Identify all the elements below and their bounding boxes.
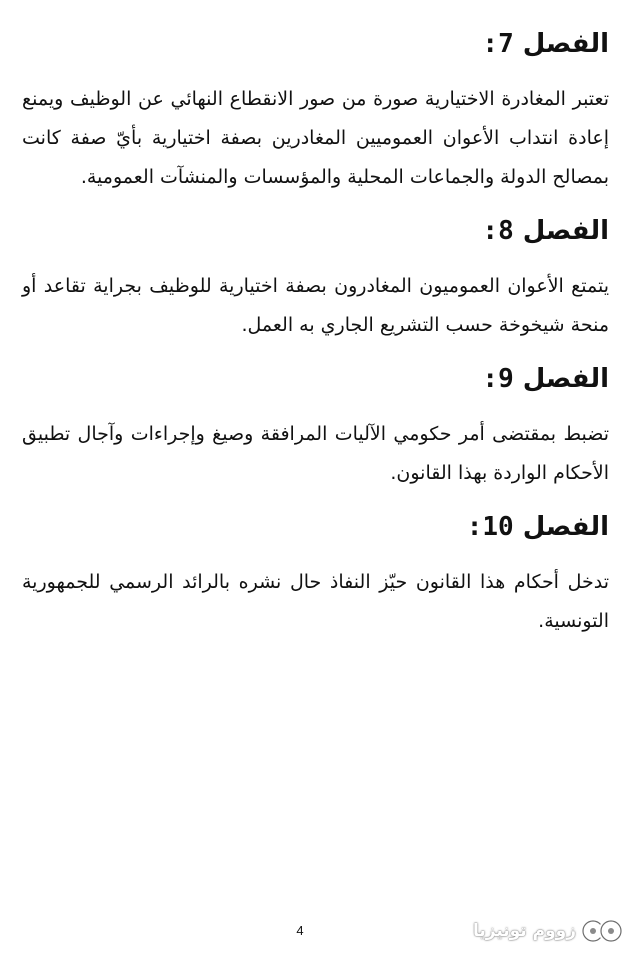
chapter-8 xyxy=(22,209,609,345)
watermark xyxy=(452,914,624,948)
chapter-number: 8: xyxy=(482,216,514,246)
chapter-heading-word: الفصل xyxy=(522,216,609,246)
chapter-body: يتمتع الأعوان العموميون المغادرون بصفة اختيارية للوظيف بجراية تقاعد أو منحة شيخوخة حسب التشريع الجاري به العمل. xyxy=(22,275,609,336)
chapter-number: 7: xyxy=(482,29,514,59)
chapter-body: تضبط بمقتضى أمر حكومي الآليات المرافقة وصيغ وإجراءات وآجال تطبيق الأحكام الواردة بهذا القانون. xyxy=(22,423,609,484)
chapter-heading-word: الفصل xyxy=(522,364,609,394)
chapter-7 xyxy=(22,22,609,197)
chapter-heading-word: الفصل xyxy=(522,512,609,542)
document-page xyxy=(22,22,609,653)
chapter-9 xyxy=(22,357,609,493)
chapter-number: 10: xyxy=(466,512,514,542)
chapter-body: تعتبر المغادرة الاختيارية صورة من صور الانقطاع النهائي عن الوظيف ويمنع إعادة انتداب الأعوان العموميين المغادرين بصفة اختيارية بأيّ صفة كانت بمصالح الدولة والجماعات المحلية والمؤسسات والمنشآت العمومية. xyxy=(22,88,609,188)
chapter-heading xyxy=(22,209,609,253)
chapter-body: تدخل أحكام هذا القانون حيّز النفاذ حال نشره بالرائد الرسمي للجمهورية التونسية. xyxy=(22,571,609,632)
chapter-heading xyxy=(22,505,609,549)
page-number: 4 xyxy=(296,923,304,938)
chapter-number: 9: xyxy=(482,364,514,394)
chapter-heading xyxy=(22,22,609,66)
chapter-heading-word: الفصل xyxy=(522,29,609,59)
double-ring-logo-icon xyxy=(580,916,624,946)
chapter-10 xyxy=(22,505,609,641)
chapter-heading xyxy=(22,357,609,401)
watermark-text: زووم تونيزيا xyxy=(472,921,576,941)
